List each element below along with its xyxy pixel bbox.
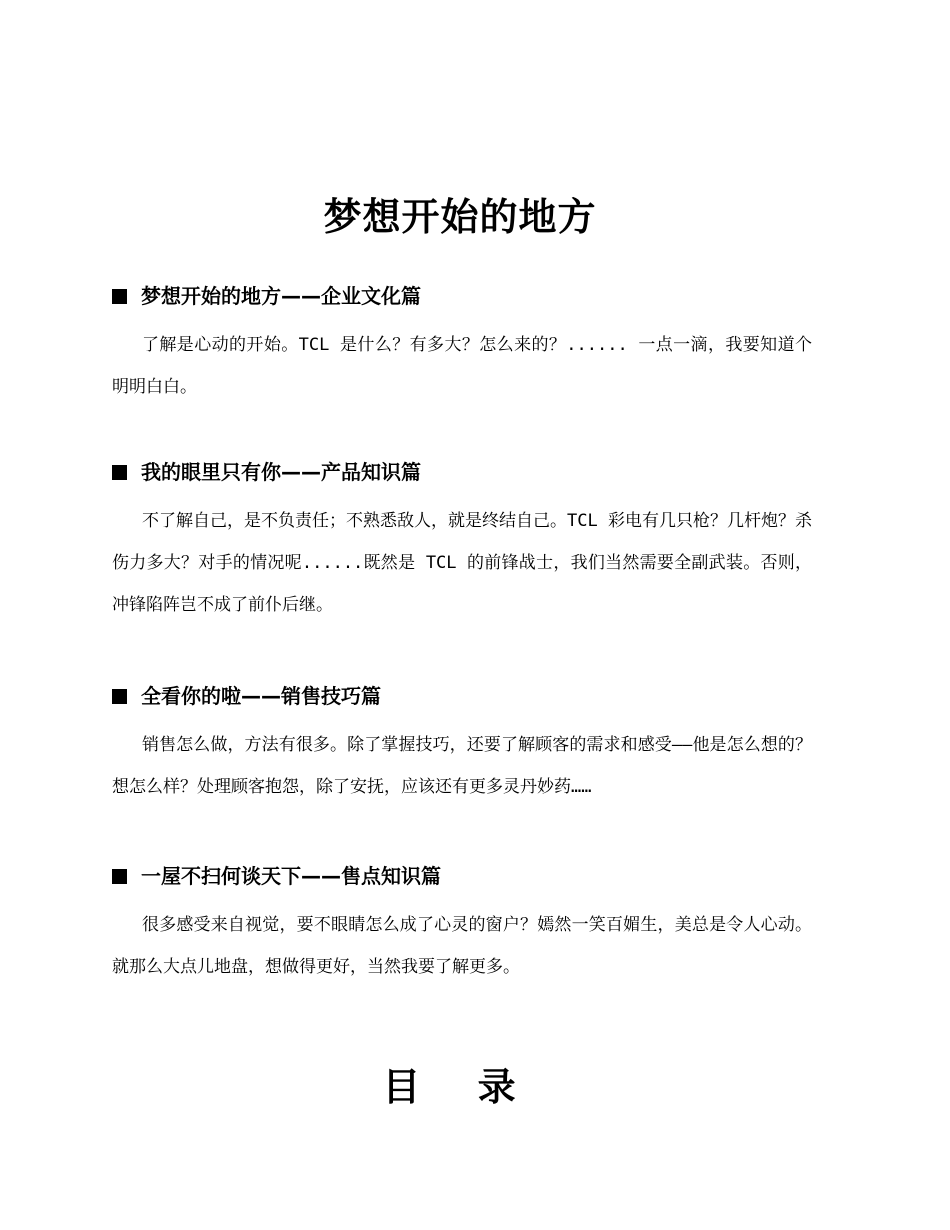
square-bullet-icon	[112, 289, 127, 304]
section-sales-skills	[112, 682, 812, 808]
section-corporate-culture	[112, 282, 812, 408]
section-body: 很多感受来自视觉，要不眼睛怎么成了心灵的窗户？嫣然一笑百媚生，美总是令人心动。就那么大点儿地盘，想做得更好，当然我要了解更多。	[112, 915, 812, 977]
section-heading	[112, 862, 812, 890]
square-bullet-icon	[112, 689, 127, 704]
section-heading-text: 一屋不扫何谈天下——售点知识篇	[141, 864, 441, 888]
square-bullet-icon	[112, 869, 127, 884]
square-bullet-icon	[112, 465, 127, 480]
section-heading-text: 我的眼里只有你——产品知识篇	[141, 460, 421, 484]
section-heading-text: 全看你的啦——销售技巧篇	[141, 684, 381, 708]
toc-title: 目 录	[382, 1065, 538, 1109]
section-body: 销售怎么做，方法有很多。除了掌握技巧，还要了解顾客的需求和感受——他是怎么想的？想怎么样？处理顾客抱怨，除了安抚，应该还有更多灵丹妙药……	[112, 735, 812, 797]
section-store-knowledge	[112, 862, 812, 988]
page-title: 梦想开始的地方	[323, 195, 597, 239]
section-heading-text: 梦想开始的地方——企业文化篇	[141, 284, 421, 308]
section-heading	[112, 682, 812, 710]
section-body: 不了解自己，是不负责任；不熟悉敌人，就是终结自己。TCL 彩电有几只枪？几杆炮？杀伤力多大？对手的情况呢......既然是 TCL 的前锋战士，我们当然需要全副武装。否则，冲锋陷阵岂不成了前仆后继。	[112, 511, 812, 615]
section-heading	[112, 458, 812, 486]
section-body: 了解是心动的开始。TCL 是什么？有多大？怎么来的？...... 一点一滴，我要知道个明明白白。	[112, 335, 812, 397]
section-product-knowledge	[112, 458, 812, 626]
section-heading	[112, 282, 812, 310]
